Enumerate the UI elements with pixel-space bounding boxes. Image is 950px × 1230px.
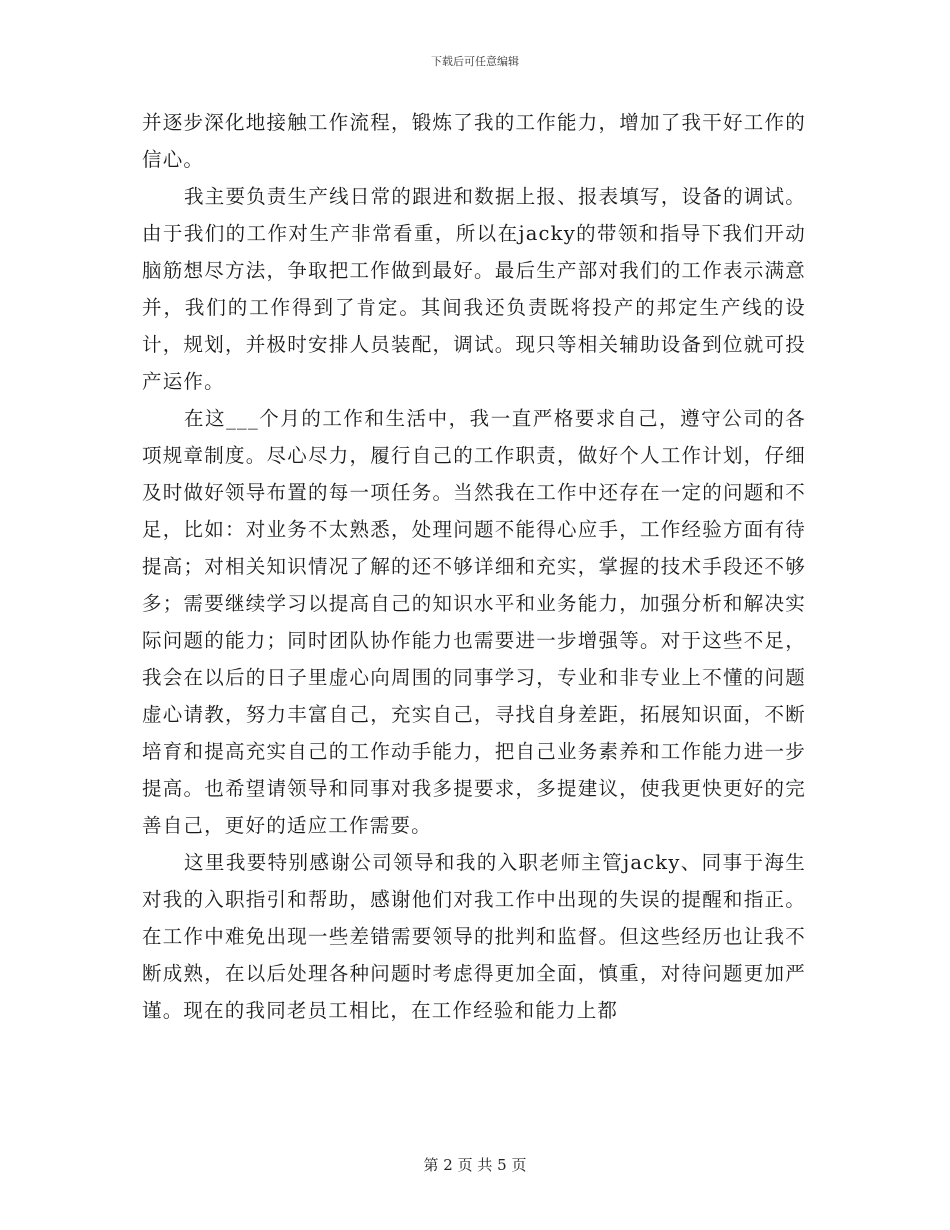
document-body <box>142 104 806 1029</box>
body-paragraph: 这里我要特别感谢公司领导和我的入职老师主管jacky、同事于海生对我的入职指引和帮助，感谢他们对我工作中出现的失误的提醒和指正。在工作中难免出现一些差错需要领导的批判和监督。但这些经历也让我不断成熟，在以后处理各种问题时考虑得更加全面，慎重，对待问题更加严谨。现在的我同老员工相比，在工作经验和能力上都 <box>142 851 806 1022</box>
page-footer: 第 2 页 共 5 页 <box>423 1156 527 1174</box>
body-paragraph: 在这___个月的工作和生活中，我一直严格要求自己，遵守公司的各项规章制度。尽心尽力，履行自己的工作职责，做好个人工作计划，仔细及时做好领导布置的每一项任务。当然我在工作中还存在一定的问题和不足，比如：对业务不太熟悉，处理问题不能得心应手，工作经验方面有待提高；对相关知识情况了解的还不够详细和充实，掌握的技术手段还不够多；需要继续学习以提高自己的知识水平和业务能力，加强分析和解决实际问题的能力；同时团队协作能力也需要进一步增强等。对于这些不足，我会在以后的日子里虚心向周围的同事学习，专业和非专业上不懂的问题虚心请教，努力丰富自己，充实自己，寻找自身差距，拓展知识面，不断培育和提高充实自己的工作动手能力，把自己业务素养和工作能力进一步提高。也希望请领导和同事对我多提要求，多提建议，使我更快更好的完善自己，更好的适应工作需要。 <box>142 407 806 837</box>
body-paragraph: 我主要负责生产线日常的跟进和数据上报、报表填写，设备的调试。由于我们的工作对生产非常看重，所以在jacky的带领和指导下我们开动脑筋想尽方法，争取把工作做到最好。最后生产部对我们的工作表示满意并，我们的工作得到了肯定。其间我还负责既将投产的邦定生产线的设计，规划，并极时安排人员装配，调试。现只等相关辅助设备到位就可投产运作。 <box>142 185 806 393</box>
body-paragraph: 并逐步深化地接触工作流程，锻炼了我的工作能力，增加了我干好工作的信心。 <box>142 111 806 171</box>
page-header: 下载后可任意编辑 <box>431 55 519 68</box>
